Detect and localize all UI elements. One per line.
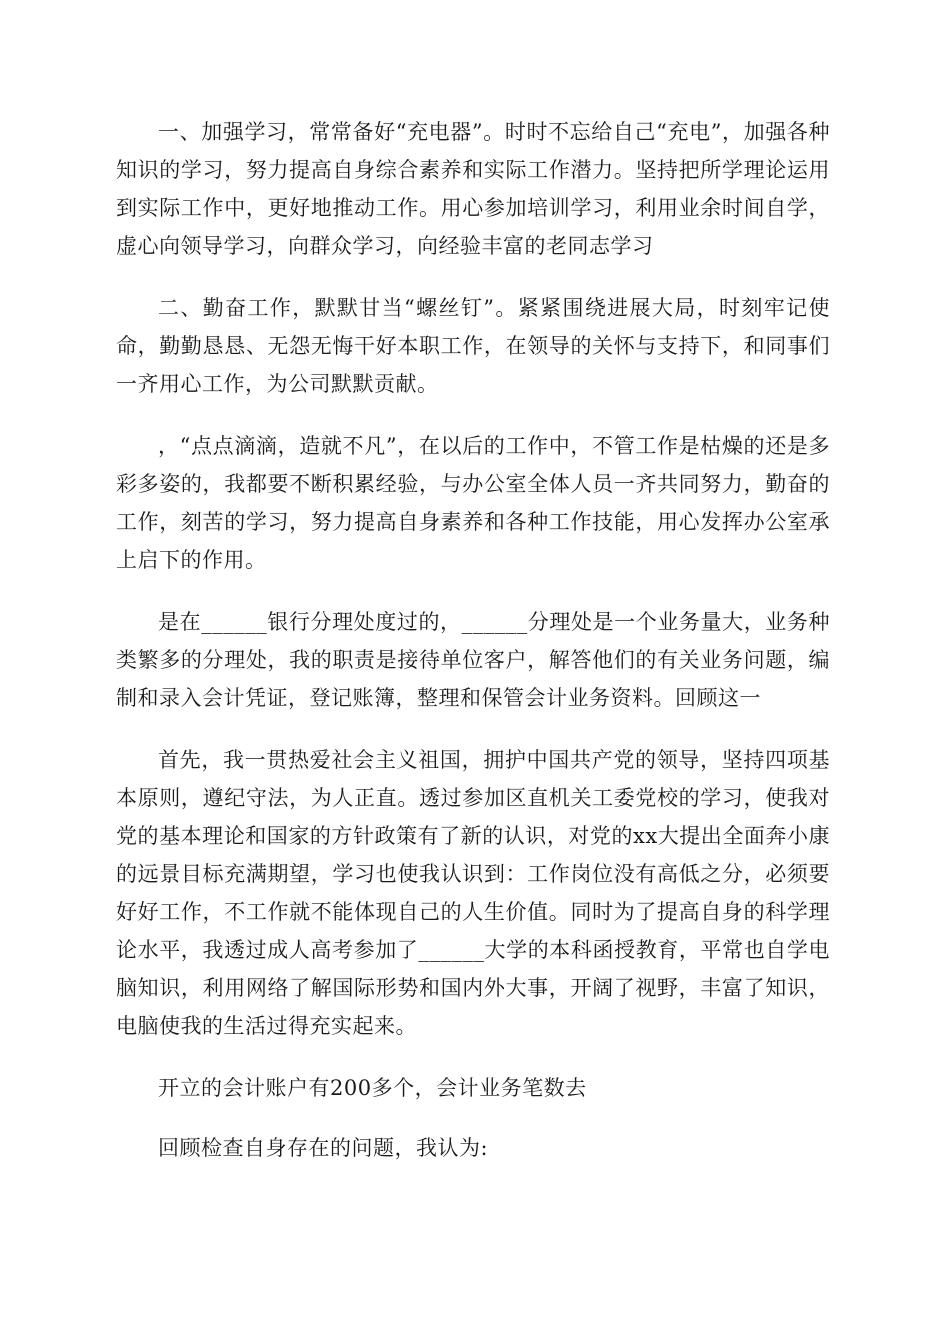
paragraph-work: 二、勤奋工作，默默甘当“螺丝钉”。紧紧围绕进展大局，时刻牢记使命，勤勤恳恳、无怨无悔干好本职工作，在领导的关怀与支持下，和同事们一齐用心工作，为公司默默贡献。	[116, 296, 830, 396]
paragraph-review-problems: 回顾检查自身存在的问题，我认为:	[158, 1136, 489, 1160]
paragraph-bank-duties: 是在______银行分理处度过的，______分理处是一个业务量大，业务种类繁多的分理处，我的职责是接待单位客户，解答他们的有关业务问题，编制和录入会计凭证，登记账簿，整理和保管会计业务资料。回顾这一	[116, 610, 830, 710]
paragraph-future: ，“点点滴滴，造就不凡”，在以后的工作中，不管工作是枯燥的还是多彩多姿的，我都要不断积累经验，与办公室全体人员一齐共同努力，勤奋的工作，刻苦的学习，努力提高自身素养和各种工作技能，用心发挥办公室承上启下的作用。	[116, 434, 830, 572]
paragraph-political-study: 首先，我一贯热爱社会主义祖国，拥护中国共产党的领导，坚持四项基本原则，遵纪守法，为人正直。透过参加区直机关工委党校的学习，使我对党的基本理论和国家的方针政策有了新的认识，对党的xx大提出全面奔小康的远景目标充满期望，学习也使我认识到：工作岗位没有高低之分，必须要好好工作，不工作就不能体现自己的人生价值。同时为了提高自身的科学理论水平，我透过成人高考参加了______大学的本科函授教育，平常也自学电脑知识，利用网络了解国际形势和国内外大事，开阔了视野，丰富了知识，电脑使我的生活过得充实起来。	[116, 748, 830, 1038]
paragraph-study: 一、加强学习，常常备好“充电器”。时时不忘给自己“充电”，加强各种知识的学习，努力提高自身综合素养和实际工作潜力。坚持把所学理论运用到实际工作中，更好地推动工作。用心参加培训学习，利用业余时间自学，虚心向领导学习，向群众学习，向经验丰富的老同志学习	[116, 120, 830, 258]
paragraph-accounts: 开立的会计账户有200多个，会计业务笔数去	[158, 1076, 587, 1100]
